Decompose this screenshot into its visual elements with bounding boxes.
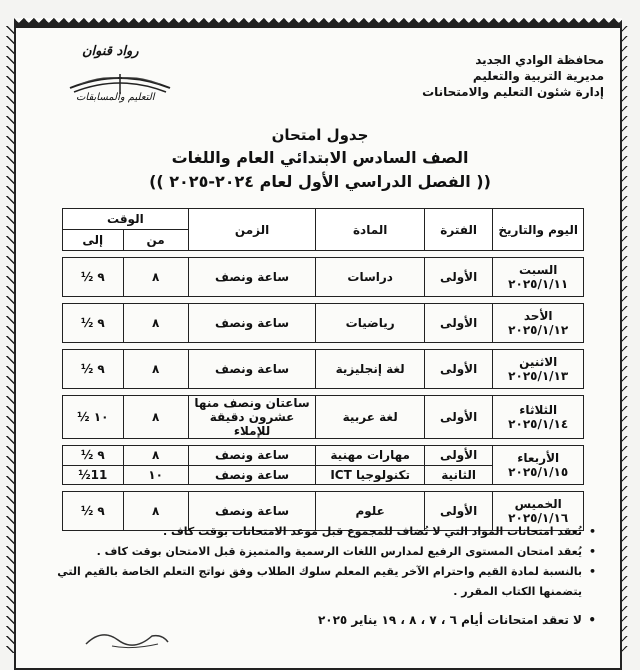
subject-cell: رياضيات xyxy=(316,304,424,343)
note-item: • لا تعقد امتحانات أيام ٦ ، ٧ ، ٨ ، ١٩ يناير ٢٠٢٥ xyxy=(36,610,582,630)
period-cell: الأولى xyxy=(424,446,493,466)
from-cell: ٨ xyxy=(123,350,188,389)
day-cell: الأربعاء ٢٠٢٥/١/١٥ xyxy=(493,446,584,485)
signature-mark xyxy=(82,624,172,652)
logo-bottom-text: التعليم والمسابقات xyxy=(76,92,155,103)
logo-top-text: رواد قنوان xyxy=(82,44,139,59)
duration-cell: ساعة ونصف xyxy=(188,465,316,485)
logo xyxy=(60,40,180,110)
day-cell: الثلاثاء ٢٠٢٥/١/١٤ xyxy=(493,396,584,439)
header-time: الوقت xyxy=(63,209,189,230)
period-cell: الأولى xyxy=(424,350,493,389)
to-cell: ٩ ½ xyxy=(63,350,124,389)
note-item: • يُعقد امتحان المستوى الرفيع لمدارس اللغات الرسمية والمتميزة قبل الامتحان بوقت كاف . xyxy=(36,542,582,562)
to-cell: ٩ ½ xyxy=(63,258,124,297)
document-title: جدول امتحان xyxy=(271,126,369,144)
header-to: إلى xyxy=(63,230,124,251)
duration-cell: ساعة ونصف xyxy=(188,304,316,343)
directorate-line: مديرية التربية والتعليم xyxy=(472,69,604,83)
subject-cell: تكنولوجيا ICT xyxy=(316,465,424,485)
header-day: اليوم والتاريخ xyxy=(493,209,584,251)
duration-cell: ساعة ونصف xyxy=(188,258,316,297)
note-item: • تُعقد امتحانات المواد التي لا تُضاف للمجموع قبل موعد الامتحانات بوقت كاف . xyxy=(36,522,582,542)
title-block xyxy=(0,124,640,194)
issuer-header xyxy=(404,52,604,100)
exam-schedule-table xyxy=(62,208,584,531)
term-title: (( الفصل الدراسي الأول لعام ٢٠٢٤-٢٠٢٥ )) xyxy=(149,172,491,191)
table-row xyxy=(63,258,584,297)
day-cell: السبت ٢٠٢٥/١/١١ xyxy=(493,258,584,297)
header-subject: المادة xyxy=(316,209,424,251)
subject-cell: علوم xyxy=(316,492,424,531)
decorative-border-left xyxy=(4,26,14,653)
header-from: من xyxy=(123,230,188,251)
subject-cell: لغة إنجليزية xyxy=(316,350,424,389)
to-cell: ١٠ ½ xyxy=(63,396,124,439)
period-cell: الأولى xyxy=(424,492,493,531)
department-line: إدارة شئون التعليم والامتحانات xyxy=(422,85,604,99)
to-cell: ٩ ½ xyxy=(63,446,124,466)
subject-cell: دراسات xyxy=(316,258,424,297)
period-cell: الثانية xyxy=(424,465,493,485)
notes-section xyxy=(36,522,596,630)
subject-cell: لغة عربية xyxy=(316,396,424,439)
period-cell: الأولى xyxy=(424,396,493,439)
day-cell: الأحد ٢٠٢٥/١/١٢ xyxy=(493,304,584,343)
day-cell: الخميس ٢٠٢٥/١/١٦ xyxy=(493,492,584,531)
day-cell: الاثنين ٢٠٢٥/١/١٣ xyxy=(493,350,584,389)
duration-cell: ساعتان ونصف منها عشرون دقيقة للإملاء xyxy=(188,396,316,439)
header-duration: الزمن xyxy=(188,209,316,251)
period-cell: الأولى xyxy=(424,258,493,297)
duration-cell: ساعة ونصف xyxy=(188,492,316,531)
header-period: الفترة xyxy=(424,209,493,251)
table-row xyxy=(63,446,584,466)
grade-title: الصف السادس الابتدائي العام واللغات xyxy=(171,148,469,167)
table-row xyxy=(63,304,584,343)
table-row xyxy=(63,396,584,439)
governorate-line: محافظة الوادي الجديد xyxy=(475,53,604,67)
to-cell: ٩ ½ xyxy=(63,492,124,531)
subject-cell: مهارات مهنية xyxy=(316,446,424,466)
table-row xyxy=(63,350,584,389)
from-cell: ٨ xyxy=(123,492,188,531)
from-cell: ٨ xyxy=(123,258,188,297)
from-cell: ٨ xyxy=(123,446,188,466)
to-cell: ٩ ½ xyxy=(63,304,124,343)
from-cell: ٨ xyxy=(123,396,188,439)
note-item: • بالنسبة لمادة القيم واحترام الآخر يقيم المعلم سلوك الطلاب وفق نواتج التعلم الخاصة بالقيم التي يتضمنها الكتاب المقرر . xyxy=(36,562,582,602)
from-cell: ١٠ xyxy=(123,465,188,485)
duration-cell: ساعة ونصف xyxy=(188,446,316,466)
period-cell: الأولى xyxy=(424,304,493,343)
from-cell: ٨ xyxy=(123,304,188,343)
to-cell: 11½ xyxy=(63,465,124,485)
duration-cell: ساعة ونصف xyxy=(188,350,316,389)
